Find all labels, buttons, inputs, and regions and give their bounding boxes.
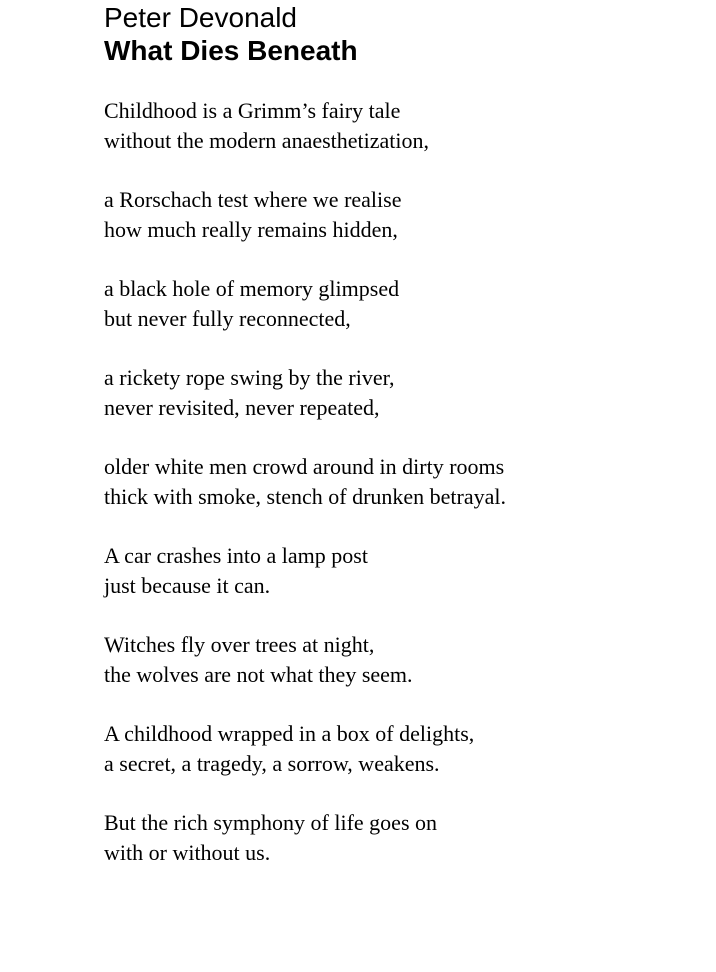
poem-line: older white men crowd around in dirty rooms — [104, 454, 505, 479]
stanza — [104, 274, 704, 333]
poem-line: A childhood wrapped in a box of delights, — [104, 721, 475, 746]
author-name: Peter Devonald — [104, 2, 298, 33]
poem-line: never revisited, never repeated, — [104, 394, 380, 420]
poem-line: Childhood is a Grimm’s fairy tale — [104, 98, 401, 123]
stanza — [104, 541, 704, 600]
stanza — [104, 719, 704, 778]
poem-line: thick with smoke, stench of drunken betrayal. — [104, 483, 507, 509]
poem-line: just because it can. — [104, 572, 271, 598]
poem-line: A car crashes into a lamp post — [104, 543, 368, 568]
poem-line: without the modern anaesthetization, — [104, 127, 430, 153]
poem-line: the wolves are not what they seem. — [104, 661, 413, 687]
poem-line: But the rich symphony of life goes on — [104, 810, 438, 835]
stanza — [104, 808, 704, 867]
poem-page — [104, 0, 704, 897]
stanza — [104, 363, 704, 422]
poem-line: a black hole of memory glimpsed — [104, 276, 400, 301]
poem-title: What Dies Beneath — [104, 35, 358, 66]
poem-line: a secret, a tragedy, a sorrow, weakens. — [104, 750, 440, 776]
stanza — [104, 452, 704, 511]
poem-line: how much really remains hidden, — [104, 216, 398, 242]
poem-line: a Rorschach test where we realise — [104, 187, 402, 212]
stanza — [104, 630, 704, 689]
stanza — [104, 96, 704, 155]
poem-body — [104, 96, 704, 867]
stanza — [104, 185, 704, 244]
poem-line: a rickety rope swing by the river, — [104, 365, 395, 390]
poem-line: with or without us. — [104, 839, 271, 865]
poem-line: Witches fly over trees at night, — [104, 632, 375, 657]
poem-line: but never fully reconnected, — [104, 305, 351, 331]
